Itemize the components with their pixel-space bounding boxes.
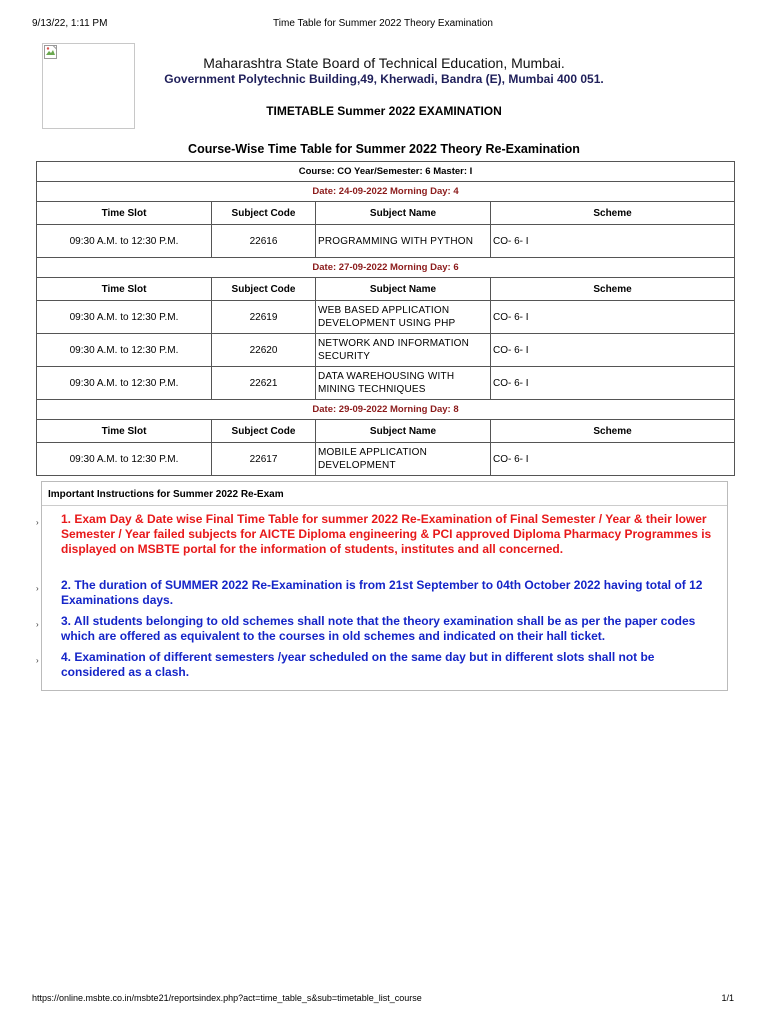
page-number: 1/1 (721, 993, 734, 1003)
column-header-time-slot: Time Slot (37, 420, 212, 443)
bullet-icon: › (36, 620, 39, 629)
date-row (37, 182, 735, 202)
column-header-scheme: Scheme (491, 420, 735, 443)
print-footer (32, 993, 734, 1007)
instruction-item-4: 4. Examination of different semesters /year scheduled on the same day but in different slots shall not be considered as a clash. (61, 650, 655, 679)
instructions-panel (36, 481, 728, 691)
instruction-item-1: 1. Exam Day & Date wise Final Time Table for summer 2022 Re-Examination of Final Semester / Year & their lower Semester / Year failed subjects for AICTE Diploma engineering & PCI approved Diploma Pharmacy Programmes is displayed on MSBTE portal for the information of students, institutes and all concerned. (61, 512, 712, 556)
column-header-subject-code: Subject Code (212, 420, 316, 443)
column-header-subject-name: Subject Name (316, 278, 491, 301)
column-header-time-slot: Time Slot (37, 278, 212, 301)
table-row (37, 334, 735, 367)
subject-name-cell: DATA WAREHOUSING WITH MINING TECHNIQUES (316, 367, 491, 400)
date-row (37, 258, 735, 278)
scheme-cell: CO- 6- I (491, 334, 735, 367)
course-info: Course: CO Year/Semester: 6 Master: I (37, 162, 735, 182)
column-header-scheme: Scheme (491, 202, 735, 225)
print-page-title: Time Table for Summer 2022 Theory Examination (273, 18, 493, 29)
time-slot-cell: 09:30 A.M. to 12:30 P.M. (37, 301, 212, 334)
subject-code-cell: 22621 (212, 367, 316, 400)
column-header-subject-code: Subject Code (212, 202, 316, 225)
subject-code-cell: 22619 (212, 301, 316, 334)
bullet-icon: › (36, 656, 39, 665)
timetable-table (36, 161, 735, 476)
timetable-title: TIMETABLE Summer 2022 EXAMINATION (266, 104, 502, 118)
course-info-row (37, 162, 735, 182)
column-header-row (37, 420, 735, 443)
instruction-item-2: 2. The duration of SUMMER 2022 Re-Examination is from 21st September to 04th October 2022 having total of 12 Examinations days. (61, 578, 703, 607)
time-slot-cell: 09:30 A.M. to 12:30 P.M. (37, 367, 212, 400)
subject-code-cell: 22617 (212, 443, 316, 476)
time-slot-cell: 09:30 A.M. to 12:30 P.M. (37, 225, 212, 258)
subject-name-cell: PROGRAMMING WITH PYTHON (316, 225, 491, 258)
subject-code-cell: 22620 (212, 334, 316, 367)
subject-name-cell: MOBILE APPLICATION DEVELOPMENT (316, 443, 491, 476)
column-header-time-slot: Time Slot (37, 202, 212, 225)
subject-code-cell: 22616 (212, 225, 316, 258)
column-header-row (37, 278, 735, 301)
subject-name-cell: NETWORK AND INFORMATION SECURITY (316, 334, 491, 367)
column-header-row (37, 202, 735, 225)
column-header-subject-code: Subject Code (212, 278, 316, 301)
bullet-icon: › (36, 518, 39, 527)
bullet-icon: › (36, 584, 39, 593)
print-datetime: 9/13/22, 1:11 PM (32, 18, 108, 29)
subject-name-cell: WEB BASED APPLICATION DEVELOPMENT USING PHP (316, 301, 491, 334)
instructions-heading: Important Instructions for Summer 2022 Re-Exam (48, 489, 284, 500)
date-label: Date: 29-09-2022 Morning Day: 8 (37, 400, 735, 420)
table-row (37, 367, 735, 400)
table-row (37, 443, 735, 476)
page-url: https://online.msbte.co.in/msbte21/reportsindex.php?act=time_table_s&sub=timetable_list_course (32, 993, 422, 1003)
date-label: Date: 24-09-2022 Morning Day: 4 (37, 182, 735, 202)
scheme-cell: CO- 6- I (491, 301, 735, 334)
table-row (37, 225, 735, 258)
date-label: Date: 27-09-2022 Morning Day: 6 (37, 258, 735, 278)
instruction-item-3: 3. All students belonging to old schemes shall note that the theory examination shall be as per the paper codes which are offered as equivalent to the courses in old schemes and indicated on their hall ticket. (61, 614, 696, 643)
instructions-divider (42, 505, 727, 506)
scheme-cell: CO- 6- I (491, 367, 735, 400)
scheme-cell: CO- 6- I (491, 225, 735, 258)
date-row (37, 400, 735, 420)
board-address: Government Polytechnic Building,49, Kherwadi, Bandra (E), Mumbai 400 051. (164, 72, 604, 86)
column-header-subject-name: Subject Name (316, 202, 491, 225)
table-row (37, 301, 735, 334)
time-slot-cell: 09:30 A.M. to 12:30 P.M. (37, 443, 212, 476)
column-header-scheme: Scheme (491, 278, 735, 301)
course-title: Course-Wise Time Table for Summer 2022 Theory Re-Examination (188, 142, 580, 156)
column-header-subject-name: Subject Name (316, 420, 491, 443)
scheme-cell: CO- 6- I (491, 443, 735, 476)
board-name: Maharashtra State Board of Technical Education, Mumbai. (203, 55, 565, 71)
print-header (32, 18, 734, 32)
time-slot-cell: 09:30 A.M. to 12:30 P.M. (37, 334, 212, 367)
